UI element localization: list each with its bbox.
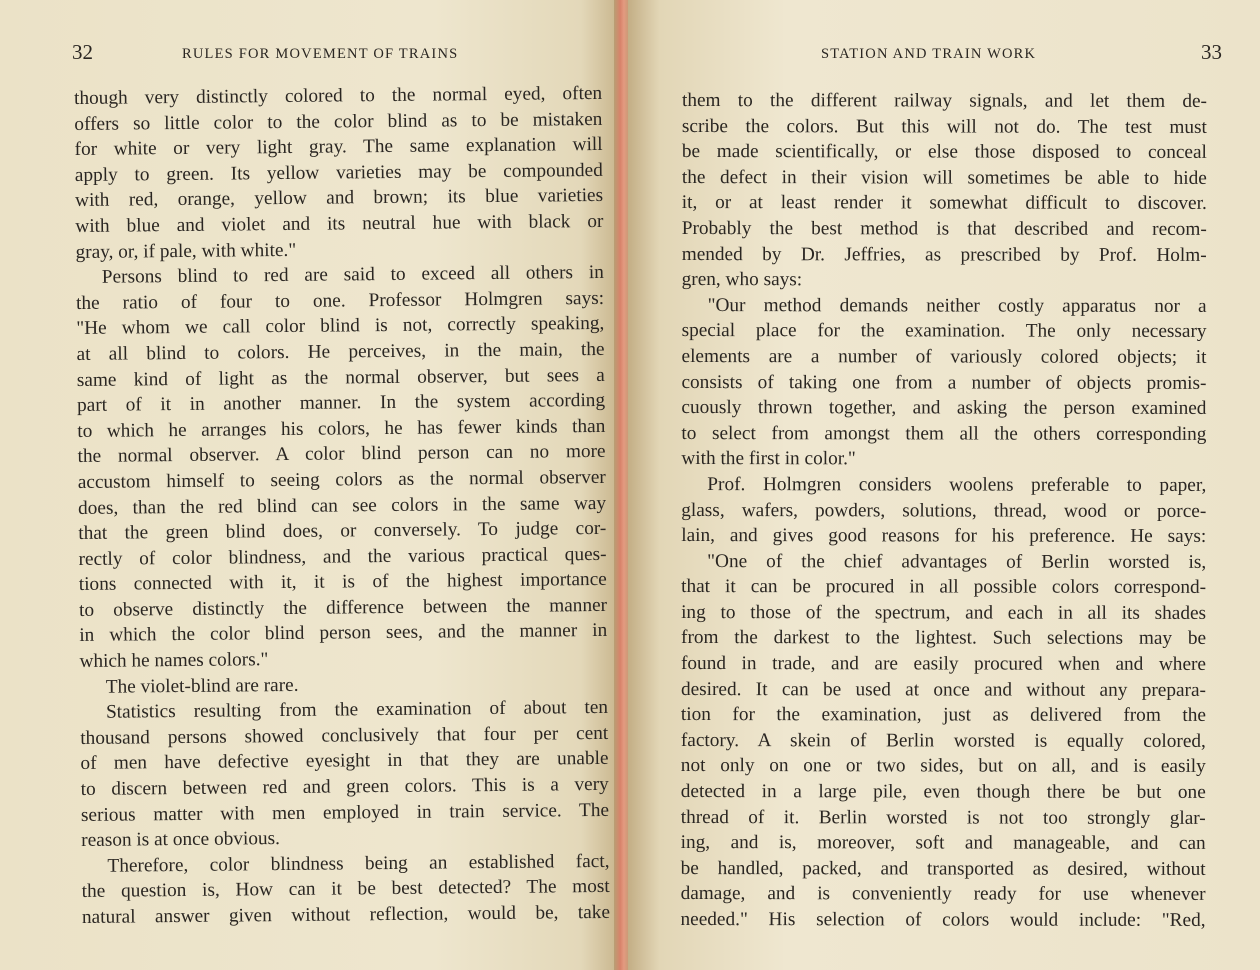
- text-line: offers so little color to the color blind as to be mistaken: [74, 108, 603, 135]
- text-line: Prof. Holmgren considers woolens preferable to paper,: [707, 473, 1207, 496]
- text-line: to select from amongst them all the others corresponding: [681, 422, 1207, 445]
- text-line: Persons blind to red are said to exceed all others in: [101, 262, 604, 288]
- text-line: with the first in color.": [681, 448, 856, 470]
- text-line: Statistics resulting from the examination of about ten: [105, 697, 609, 723]
- text-line: rectly of color blindness, and the various practical ques-: [78, 543, 607, 570]
- right-page-number: 33: [1201, 40, 1222, 64]
- text-line: needed." His selection of colors would include: "Red,: [680, 908, 1206, 931]
- text-line: them to the different railway signals, and let them de-: [681, 90, 1207, 112]
- right-page-header: [628, 40, 1260, 70]
- text-line: mended by Dr. Jeffries, as prescribed by Prof. Holm-: [681, 243, 1207, 266]
- text-line: with blue and violet and its neutral hue with black or: [75, 210, 604, 237]
- text-line: that the green blind does, or conversely. To judge cor-: [78, 518, 607, 545]
- text-line: with red, orange, yellow and brown; its blue varieties: [75, 185, 604, 212]
- text-line: to which he arranges his colors, he has fewer kinds than: [77, 415, 606, 442]
- text-line: does, than the red blind can see colors in the same way: [77, 492, 607, 519]
- text-line: not only on one or two sides, but on all, and is easily: [680, 755, 1206, 778]
- text-line: scribe the colors. But this will not do. The test must: [681, 115, 1207, 138]
- text-line: "Our method demands neither costly apparatus nor a: [707, 294, 1207, 317]
- right-page: [628, 0, 1260, 970]
- text-line: detected in a large pile, even though there be but one: [680, 781, 1206, 803]
- text-line: it, or at least render it somewhat difficult to discover.: [681, 192, 1207, 215]
- text-line: tion for the examination, just as delivered from the: [680, 704, 1206, 727]
- text-line: gren, who says:: [681, 269, 803, 291]
- text-line: factory. A skein of Berlin worsted is equally colored,: [680, 729, 1206, 752]
- text-line: tions connected with it, it is of the highest importance: [78, 569, 607, 596]
- left-page-body: [74, 81, 610, 931]
- text-line: to observe distinctly the difference between the manner: [78, 594, 608, 621]
- text-line: reason is at once obvious.: [81, 828, 281, 852]
- text-line: natural answer given without reflection, would be, take: [81, 901, 611, 928]
- text-line: ing, and is, moreover, soft and manageable, and can: [680, 832, 1206, 855]
- text-line: damage, and is conveniently ready for use whenever: [680, 883, 1206, 906]
- text-line: elements are a number of variously colored objects; it: [681, 345, 1207, 368]
- text-line: from the darkest to the lightest. Such selections may be: [681, 627, 1207, 650]
- left-page: [0, 0, 618, 970]
- text-line: of men have defective eyesight in that they are unable: [80, 748, 609, 775]
- text-line: cuously thrown together, and asking the person examined: [681, 397, 1207, 420]
- text-line: ing to those of the spectrum, and each in all its shades: [681, 601, 1207, 624]
- text-line: consists of taking one from a number of objects promis-: [681, 371, 1207, 394]
- text-line: gray, or, if pale, with white.": [75, 239, 297, 263]
- text-line: which he names colors.": [79, 649, 269, 673]
- text-line: be made scientifically, or else those disposed to conceal: [681, 141, 1207, 164]
- left-page-header: [0, 40, 618, 70]
- text-line: part of it in another manner. In the system according: [76, 390, 606, 417]
- text-line: apply to green. Its yellow varieties may be compounded: [74, 159, 603, 186]
- text-line: serious matter with men employed in train service. The: [80, 799, 610, 826]
- text-line: to discern between red and green colors. This is a very: [80, 773, 609, 800]
- text-line: accustom himself to seeing colors as the normal observer: [77, 466, 606, 493]
- text-line: the normal observer. A color blind person can no more: [77, 441, 606, 468]
- text-line: that it can be procured in all possible colors correspond-: [681, 576, 1207, 599]
- text-line: The violet-blind are rare.: [105, 674, 299, 698]
- text-line: lain, and gives good reasons for his preference. He says:: [681, 525, 1207, 548]
- text-line: thousand persons showed conclusively that four per cent: [80, 722, 609, 749]
- text-line: thread of it. Berlin worsted is not too strongly glar-: [680, 806, 1206, 829]
- text-line: "One of the chief advantages of Berlin worsted is,: [707, 550, 1207, 573]
- text-line: Therefore, color blindness being an established fact,: [107, 850, 610, 877]
- text-line: the question is, How can it be best detected? The most: [81, 876, 610, 903]
- text-line: though very distinctly colored to the normal eyed, often: [74, 82, 603, 109]
- text-line: at all blind to colors. He perceives, in the main, the: [76, 338, 605, 365]
- text-line: special place for the examination. The only necessary: [681, 320, 1207, 343]
- text-line: be handled, packed, and transported as desired, without: [680, 857, 1206, 880]
- text-line: glass, wafers, powders, solutions, thread, wood or porce-: [681, 499, 1207, 522]
- right-page-body: [681, 88, 1207, 934]
- text-line: same kind of light as the normal observer, but sees a: [76, 364, 605, 391]
- text-line: Probably the best method is that described and recom-: [681, 217, 1207, 240]
- text-line: desired. It can be used at once and without any prepara-: [680, 678, 1206, 701]
- text-line: found in trade, and are easily procured when and where: [680, 653, 1207, 675]
- text-line: in which the color blind person sees, and the manner in: [79, 620, 608, 647]
- text-line: "He whom we call color blind is not, correctly speaking,: [76, 313, 605, 340]
- text-line: the defect in their vision will sometimes be able to hide: [681, 166, 1207, 189]
- text-line: for white or very light gray. The same explanation will: [74, 134, 603, 161]
- right-running-head: STATION AND TRAIN WORK: [821, 46, 1037, 62]
- left-running-head: RULES FOR MOVEMENT OF TRAINS: [182, 46, 459, 62]
- left-page-number: 32: [72, 40, 93, 64]
- text-line: the ratio of four to one. Professor Holmgren says:: [75, 287, 605, 314]
